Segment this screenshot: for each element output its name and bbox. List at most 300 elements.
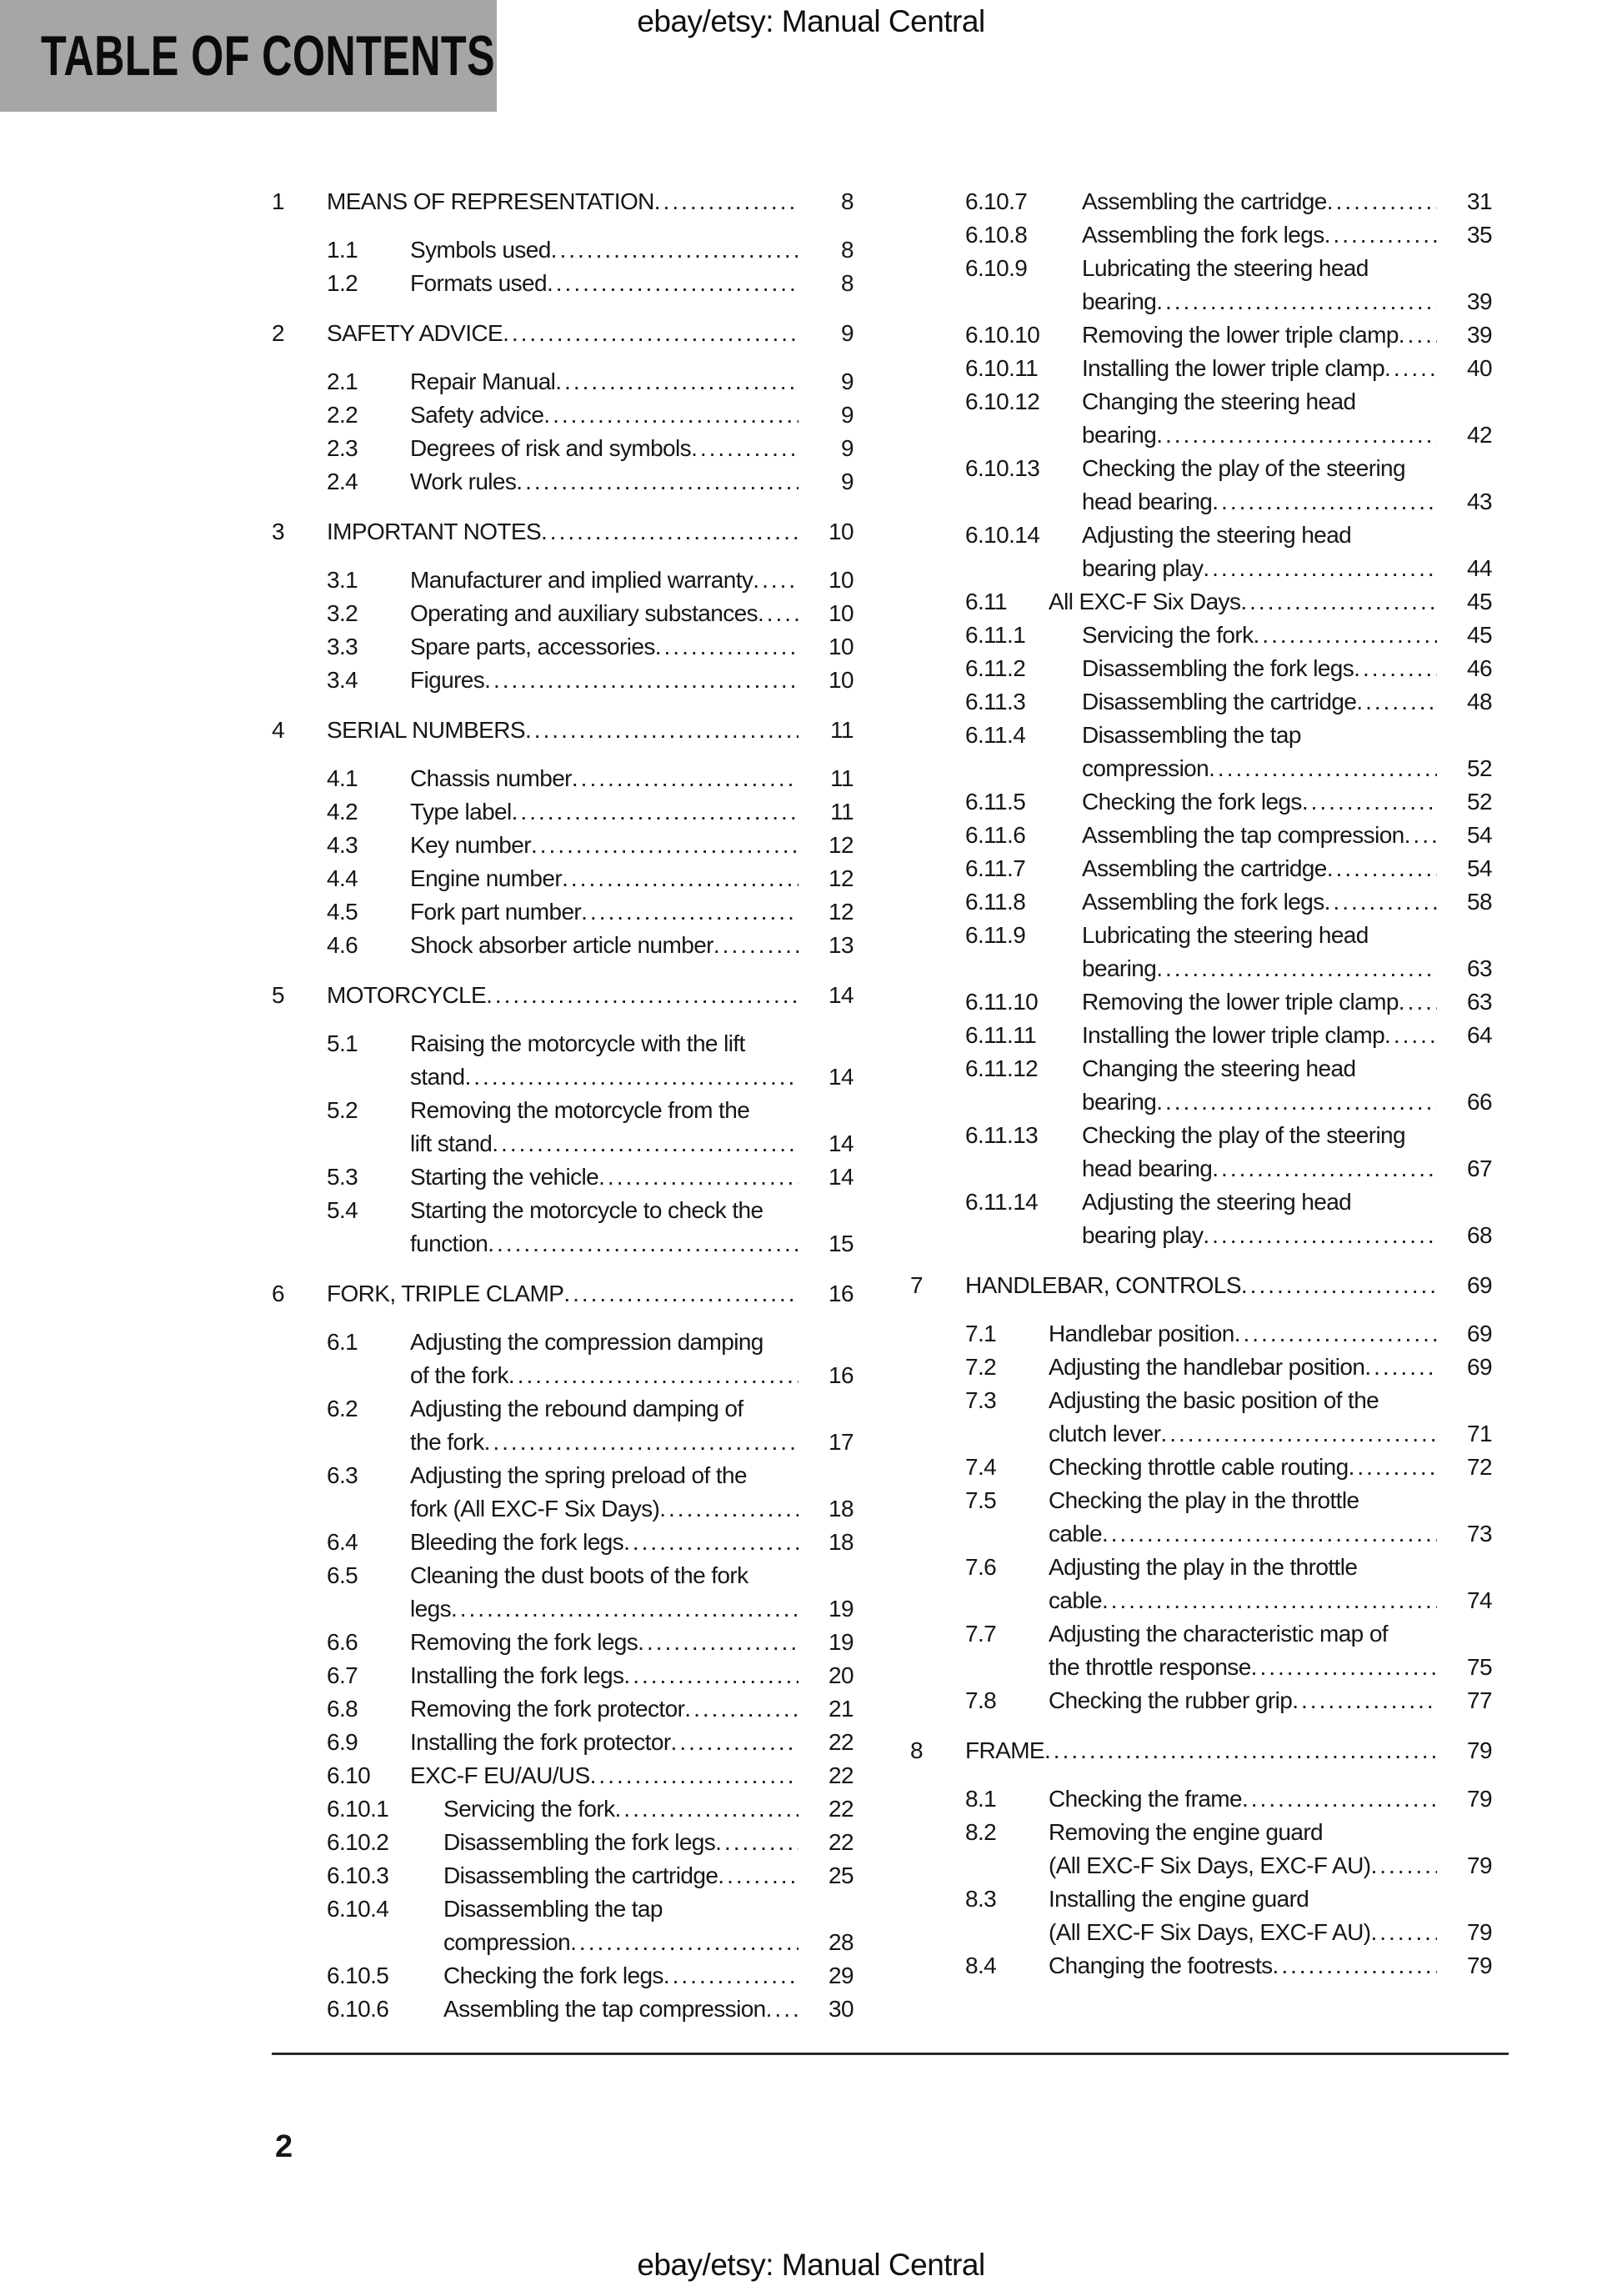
toc-entry xyxy=(272,233,854,267)
toc-entry-title-line: Formats used ..... xyxy=(410,267,798,300)
toc-entry-number: 7 xyxy=(910,1272,923,1298)
toc-entry-title xyxy=(1082,1119,1437,1186)
toc-entry-title-line: clutch lever ..... xyxy=(1049,1417,1437,1451)
toc-entry-page: 46 xyxy=(1467,655,1492,681)
toc-entry-page: 8 xyxy=(841,270,854,296)
toc-entry-title-line: Figures ..... xyxy=(410,664,798,697)
toc-entry-page: 10 xyxy=(829,519,854,544)
toc-entry-title xyxy=(410,1194,798,1261)
toc-entry-title-line: Safety advice ..... xyxy=(410,399,798,432)
footer-rule xyxy=(272,2053,1509,2055)
toc-entry xyxy=(272,895,854,929)
toc-entry-page: 29 xyxy=(829,1963,854,1988)
toc-entry xyxy=(272,1826,854,1859)
toc-entry-number: 6.6 xyxy=(327,1629,358,1655)
toc-entry xyxy=(272,795,854,829)
toc-entry-title xyxy=(1082,218,1437,252)
toc-entry-title-line: head bearing ..... xyxy=(1082,485,1437,519)
toc-entry-title-line: Adjusting the basic position of the xyxy=(1049,1387,1379,1413)
toc-entry-number: 6.11.10 xyxy=(965,989,1039,1015)
toc-entry-page: 69 xyxy=(1467,1354,1492,1380)
toc-entry-title xyxy=(410,564,798,597)
toc-entry-number: 8 xyxy=(910,1737,923,1763)
toc-entry-title-line: Manufacturer and implied warranty ..... xyxy=(410,564,798,597)
toc-entry xyxy=(272,1277,854,1311)
toc-entry xyxy=(272,1859,854,1892)
toc-entry-page: 9 xyxy=(841,320,854,346)
toc-entry xyxy=(910,1782,1492,1816)
toc-entry-number: 1.1 xyxy=(327,237,358,263)
toc-entry-title-line: Assembling the tap compression ..... xyxy=(1082,819,1437,852)
toc-entry-page: 42 xyxy=(1467,422,1492,448)
toc-entry-title-line: EXC-F EU/AU/US ..... xyxy=(410,1759,798,1792)
toc-entry-page: 14 xyxy=(829,1064,854,1090)
toc-entry-title xyxy=(410,630,798,664)
toc-entry-title-line: Installing the engine guard xyxy=(1049,1886,1309,1912)
toc-entry-title-line: Changing the steering head xyxy=(1082,1055,1356,1081)
toc-entry-title xyxy=(410,399,798,432)
toc-entry-page: 12 xyxy=(829,865,854,891)
toc-entry-title xyxy=(410,1692,798,1726)
toc-entry-page: 79 xyxy=(1467,1953,1492,1978)
toc-entry-title-line: Disassembling the cartridge ..... xyxy=(1082,685,1437,719)
toc-entry xyxy=(910,685,1492,719)
toc-entry-title-line: fork (All EXC-F Six Days) ..... xyxy=(410,1492,798,1526)
toc-entry-page: 45 xyxy=(1467,622,1492,648)
toc-entry-title xyxy=(410,1161,798,1194)
toc-entry-title xyxy=(1049,1551,1437,1617)
toc-entry-title xyxy=(1049,585,1437,619)
toc-entry-title-line: Assembling the cartridge ..... xyxy=(1082,852,1437,885)
toc-entry xyxy=(272,1692,854,1726)
toc-entry-number: 6.10.12 xyxy=(965,389,1040,414)
toc-entry-number: 6.11.9 xyxy=(965,922,1026,948)
toc-entry-title-line: of the fork ..... xyxy=(410,1359,798,1392)
toc-entry xyxy=(272,979,854,1012)
toc-entry-number: 6.10.11 xyxy=(965,355,1039,381)
toc-entry-page: 10 xyxy=(829,567,854,593)
toc-entry-title-line: Handlebar position ..... xyxy=(1049,1317,1437,1351)
toc-entry-number: 1 xyxy=(272,188,284,214)
toc-entry-title xyxy=(410,1626,798,1659)
toc-entry-page: 63 xyxy=(1467,955,1492,981)
toc-entry-title xyxy=(410,233,798,267)
toc-entry-title xyxy=(1049,1484,1437,1551)
toc-entry-title-line: Bleeding the fork legs ..... xyxy=(410,1526,798,1559)
toc-entry-title-line: Installing the lower triple clamp ..... xyxy=(1082,352,1437,385)
toc-entry-number: 2.4 xyxy=(327,469,358,494)
toc-entry-title-line: Operating and auxiliary substances ..... xyxy=(410,597,798,630)
toc-entry-title xyxy=(1082,885,1437,919)
toc-entry-page: 13 xyxy=(829,932,854,958)
toc-entry xyxy=(272,1892,854,1959)
toc-entry-title-line: Removing the engine guard xyxy=(1049,1819,1324,1845)
toc-entry-title xyxy=(410,1027,798,1094)
toc-entry xyxy=(910,1551,1492,1617)
toc-entry-number: 6.11.3 xyxy=(965,689,1026,714)
toc-entry xyxy=(272,1392,854,1459)
toc-entry-title-line: Disassembling the cartridge ..... xyxy=(443,1859,798,1892)
toc-entry-page: 39 xyxy=(1467,288,1492,314)
toc-entry-title xyxy=(410,929,798,962)
toc-entry xyxy=(272,1094,854,1161)
toc-entry-title-line: Checking the play in the throttle xyxy=(1049,1487,1359,1513)
toc-entry xyxy=(272,1027,854,1094)
toc-entry-number: 6.10.13 xyxy=(965,455,1040,481)
toc-entry xyxy=(272,597,854,630)
toc-entry-title-line: HANDLEBAR, CONTROLS ..... xyxy=(965,1269,1437,1302)
toc-entry xyxy=(910,1052,1492,1119)
toc-entry-title xyxy=(1082,719,1437,785)
toc-entry-title xyxy=(443,1959,798,1993)
toc-entry-title-line: Checking the frame ..... xyxy=(1049,1782,1437,1816)
toc-entry xyxy=(910,1351,1492,1384)
toc-entry-page: 9 xyxy=(841,402,854,428)
toc-entry-title xyxy=(1082,385,1437,452)
toc-entry-title-line: Repair Manual ..... xyxy=(410,365,798,399)
toc-entry-page: 9 xyxy=(841,435,854,461)
toc-entry xyxy=(272,515,854,549)
toc-entry-title-line: Assembling the tap compression ..... xyxy=(443,1993,798,2026)
toc-entry-title xyxy=(1049,1317,1437,1351)
toc-entry-title xyxy=(1082,352,1437,385)
toc-entry-page: 10 xyxy=(829,667,854,693)
toc-entry-title xyxy=(965,1734,1437,1767)
toc-entry xyxy=(910,585,1492,619)
toc-entry-title-line: Adjusting the rebound damping of xyxy=(410,1396,743,1421)
toc-entry-page: 11 xyxy=(830,717,854,743)
toc-entry-number: 7.6 xyxy=(965,1554,997,1580)
toc-entry-number: 6.10.7 xyxy=(965,188,1028,214)
toc-entry-number: 4.1 xyxy=(327,765,358,791)
toc-entry xyxy=(272,185,854,218)
toc-column-right xyxy=(910,185,1492,2026)
toc-entry-title xyxy=(1082,652,1437,685)
toc-entry-title-line: bearing ..... xyxy=(1082,285,1437,318)
toc-entry-number: 7.2 xyxy=(965,1354,997,1380)
toc-entry-title xyxy=(410,829,798,862)
toc-entry-title-line: (All EXC-F Six Days, EXC-F AU) ..... xyxy=(1049,1916,1437,1949)
toc-entry-title-line: Checking the rubber grip ..... xyxy=(1049,1684,1437,1717)
toc-entry-page: 28 xyxy=(829,1929,854,1955)
toc-entry xyxy=(910,852,1492,885)
toc-entry-number: 6.8 xyxy=(327,1696,358,1722)
toc-entry-title-line: Checking the fork legs ..... xyxy=(443,1959,798,1993)
toc-entry-title-line: Adjusting the play in the throttle xyxy=(1049,1554,1358,1580)
toc-entry-title xyxy=(1082,919,1437,985)
toc-entry-number: 5.1 xyxy=(327,1030,358,1056)
toc-entry xyxy=(910,1384,1492,1451)
toc-entry-title-line: Checking the play of the steering xyxy=(1082,1122,1406,1148)
toc-entry-page: 79 xyxy=(1467,1786,1492,1812)
toc-entry-page: 14 xyxy=(829,1164,854,1190)
toc-entry-title-line: Key number ..... xyxy=(410,829,798,862)
toc-entry xyxy=(272,1626,854,1659)
toc-entry-title-line: Engine number ..... xyxy=(410,862,798,895)
toc-entry xyxy=(272,317,854,350)
toc-entry-title-line: Removing the lower triple clamp ..... xyxy=(1082,985,1437,1019)
toc-entry-title xyxy=(410,862,798,895)
toc-entry xyxy=(272,432,854,465)
toc-entry-number: 6.10.10 xyxy=(965,322,1040,348)
toc-entry-page: 19 xyxy=(829,1596,854,1622)
toc-entry-title xyxy=(1082,985,1437,1019)
toc-entry-number: 6.10.2 xyxy=(327,1829,389,1855)
header-watermark: ebay/etsy: Manual Central xyxy=(637,4,985,38)
toc-entry-page: 79 xyxy=(1467,1919,1492,1945)
toc-entry-title-line: Assembling the fork legs ..... xyxy=(1082,218,1437,252)
toc-entry-title-line: Disassembling the fork legs ..... xyxy=(443,1826,798,1859)
toc-entry xyxy=(272,862,854,895)
page-title: TABLE OF CONTENTS xyxy=(41,24,495,88)
toc-entry-number: 3 xyxy=(272,519,284,544)
toc-entry-title-line: MEANS OF REPRESENTATION ..... xyxy=(327,185,798,218)
toc-entry-page: 45 xyxy=(1467,589,1492,614)
toc-entry-number: 6.11.11 xyxy=(965,1022,1037,1048)
toc-entry-title-line: Adjusting the spring preload of the xyxy=(410,1462,747,1488)
toc-entry-title xyxy=(1082,185,1437,218)
toc-entry-page: 74 xyxy=(1467,1587,1492,1613)
toc-entry-title xyxy=(410,1392,798,1459)
toc-entry-title-line: All EXC-F Six Days ..... xyxy=(1049,585,1437,619)
toc-entry-title-line: Shock absorber article number ..... xyxy=(410,929,798,962)
toc-entry-title-line: Disassembling the fork legs ..... xyxy=(1082,652,1437,685)
toc-entry xyxy=(272,1792,854,1826)
toc-entry-title xyxy=(410,267,798,300)
toc-entry-title-line: Lubricating the steering head xyxy=(1082,255,1369,281)
toc-entry-title-line: Assembling the fork legs ..... xyxy=(1082,885,1437,919)
toc-entry-page: 14 xyxy=(829,982,854,1008)
toc-entry-number: 3.2 xyxy=(327,600,358,626)
toc-entry-title xyxy=(327,979,798,1012)
toc-entry-number: 8.3 xyxy=(965,1886,997,1912)
toc-entry-title-line: cable ..... xyxy=(1049,1584,1437,1617)
toc-entry xyxy=(272,564,854,597)
toc-entry-page: 16 xyxy=(829,1362,854,1388)
toc-entry-title-line: Removing the motorcycle from the xyxy=(410,1097,750,1123)
toc-entry-title-line: Adjusting the handlebar position ..... xyxy=(1049,1351,1437,1384)
toc-entry-title-line: compression ..... xyxy=(1082,752,1437,785)
toc-entry-number: 4.2 xyxy=(327,799,358,825)
toc-entry-title-line: Chassis number ..... xyxy=(410,762,798,795)
toc-entry-title-line: Adjusting the compression damping xyxy=(410,1329,763,1355)
toc-entry-number: 7.7 xyxy=(965,1621,997,1647)
toc-entry-title xyxy=(410,597,798,630)
toc-entry-title xyxy=(327,185,798,218)
toc-entry-page: 9 xyxy=(841,368,854,394)
footer-page-number: 2 xyxy=(275,2129,293,2164)
toc-entry-number: 3.3 xyxy=(327,634,358,659)
toc-entry-number: 6.11.14 xyxy=(965,1189,1039,1215)
toc-entry xyxy=(910,452,1492,519)
toc-entry-title-line: Servicing the fork ..... xyxy=(1082,619,1437,652)
toc-entry-title xyxy=(410,365,798,399)
toc-entry-page: 35 xyxy=(1467,222,1492,248)
toc-entry-page: 71 xyxy=(1467,1421,1492,1446)
toc-entry-page: 9 xyxy=(841,469,854,494)
toc-entry-title-line: Servicing the fork ..... xyxy=(443,1792,798,1826)
toc-entry-number: 6.11.1 xyxy=(965,622,1026,648)
toc-entry-page: 25 xyxy=(829,1862,854,1888)
toc-entry-page: 8 xyxy=(841,188,854,214)
toc-entry-title xyxy=(410,795,798,829)
toc-entry-number: 4.5 xyxy=(327,899,358,925)
toc-entry-page: 22 xyxy=(829,1829,854,1855)
toc-entry-title xyxy=(1049,1451,1437,1484)
toc-entry-number: 8.4 xyxy=(965,1953,997,1978)
toc-entry-page: 11 xyxy=(830,799,854,825)
toc-entry-title-line: Installing the fork legs ..... xyxy=(410,1659,798,1692)
toc-entry-number: 2.2 xyxy=(327,402,358,428)
toc-entry-title-line: FORK, TRIPLE CLAMP ..... xyxy=(327,1277,798,1311)
toc-entry-title-line: head bearing ..... xyxy=(1082,1152,1437,1186)
toc-entry-page: 54 xyxy=(1467,855,1492,881)
toc-entry-number: 6.11.8 xyxy=(965,889,1026,915)
toc-entry-title-line: bearing ..... xyxy=(1082,952,1437,985)
toc-entry-number: 6.10.14 xyxy=(965,522,1040,548)
toc-entry xyxy=(910,619,1492,652)
toc-entry xyxy=(910,985,1492,1019)
toc-entry-title xyxy=(1082,452,1437,519)
toc-entry-title xyxy=(327,1277,798,1311)
toc-entry-page: 18 xyxy=(829,1496,854,1521)
toc-entry-title xyxy=(1082,519,1437,585)
toc-entry-page: 73 xyxy=(1467,1521,1492,1547)
toc-entry-title-line: MOTORCYCLE ..... xyxy=(327,979,798,1012)
toc-entry-title-line: Disassembling the tap xyxy=(1082,722,1301,748)
toc-entry-page: 15 xyxy=(829,1231,854,1256)
toc-entry-number: 7.8 xyxy=(965,1687,997,1713)
toc-entry-title xyxy=(410,465,798,499)
toc-entry xyxy=(272,1194,854,1261)
toc-entry-title-line: lift stand ..... xyxy=(410,1127,798,1161)
toc-entry-title-line: Changing the steering head xyxy=(1082,389,1356,414)
toc-entry-number: 7.4 xyxy=(965,1454,997,1480)
toc-entry-number: 6.7 xyxy=(327,1662,358,1688)
toc-entry xyxy=(272,465,854,499)
toc-entry-number: 6.10 xyxy=(327,1762,371,1788)
toc-entry-title-line: Spare parts, accessories ..... xyxy=(410,630,798,664)
toc-entry xyxy=(272,1559,854,1626)
toc-entry-page: 39 xyxy=(1467,322,1492,348)
toc-entry xyxy=(910,785,1492,819)
toc-entry-page: 12 xyxy=(829,899,854,925)
toc-entry xyxy=(910,1684,1492,1717)
toc-entry xyxy=(910,719,1492,785)
toc-entry-title-line: Installing the fork protector ..... xyxy=(410,1726,798,1759)
toc-entry-title-line: Adjusting the characteristic map of xyxy=(1049,1621,1388,1647)
toc-entry-page: 58 xyxy=(1467,889,1492,915)
toc-entry-page: 54 xyxy=(1467,822,1492,848)
toc-entry-title xyxy=(1082,685,1437,719)
toc-entry-title-line: Starting the vehicle ..... xyxy=(410,1161,798,1194)
toc-entry-title xyxy=(410,1326,798,1392)
toc-entry-title-line: Symbols used ..... xyxy=(410,233,798,267)
toc-entry-number: 2.3 xyxy=(327,435,358,461)
toc-entry xyxy=(272,1959,854,1993)
toc-entry-title-line: Checking the fork legs ..... xyxy=(1082,785,1437,819)
toc-entry-title-line: bearing play ..... xyxy=(1082,1219,1437,1252)
toc-entry xyxy=(272,664,854,697)
toc-entry-page: 72 xyxy=(1467,1454,1492,1480)
toc-column-left xyxy=(272,185,854,2026)
toc-entry-title xyxy=(1082,318,1437,352)
toc-entry-title xyxy=(1049,1949,1437,1983)
toc-entry-page: 48 xyxy=(1467,689,1492,714)
toc-entry-title xyxy=(410,1659,798,1692)
toc-entry-page: 66 xyxy=(1467,1089,1492,1115)
toc-entry-title-line: Lubricating the steering head xyxy=(1082,922,1369,948)
toc-entry xyxy=(910,652,1492,685)
toc-entry-number: 6.5 xyxy=(327,1562,358,1588)
toc-entry-title-line: function ..... xyxy=(410,1227,798,1261)
toc-entry-title-line: Assembling the cartridge ..... xyxy=(1082,185,1437,218)
toc-entry-title-line: SAFETY ADVICE ..... xyxy=(327,317,798,350)
toc-entry-page: 64 xyxy=(1467,1022,1492,1048)
table-of-contents xyxy=(272,185,1492,2026)
toc-entry-title xyxy=(1049,1782,1437,1816)
toc-entry-number: 6.11.5 xyxy=(965,789,1026,815)
toc-entry xyxy=(910,318,1492,352)
toc-entry-title xyxy=(410,762,798,795)
toc-entry-number: 6.10.3 xyxy=(327,1862,389,1888)
toc-entry xyxy=(910,1186,1492,1252)
toc-entry-title xyxy=(1049,1384,1437,1451)
toc-entry-number: 2.1 xyxy=(327,368,358,394)
toc-entry-title xyxy=(327,317,798,350)
toc-entry xyxy=(910,352,1492,385)
toc-entry-number: 5.3 xyxy=(327,1164,358,1190)
toc-entry-number: 7.3 xyxy=(965,1387,997,1413)
toc-entry-page: 22 xyxy=(829,1796,854,1822)
toc-entry xyxy=(272,1459,854,1526)
toc-entry xyxy=(910,885,1492,919)
toc-entry-title xyxy=(1049,1684,1437,1717)
toc-entry-title-line: (All EXC-F Six Days, EXC-F AU) ..... xyxy=(1049,1849,1437,1882)
toc-entry-title xyxy=(1082,852,1437,885)
toc-entry-page: 67 xyxy=(1467,1156,1492,1181)
toc-entry-number: 6.2 xyxy=(327,1396,358,1421)
title-box xyxy=(0,0,497,112)
toc-entry-number: 6.11.4 xyxy=(965,722,1026,748)
toc-entry xyxy=(272,1759,854,1792)
toc-entry-title xyxy=(1082,1052,1437,1119)
toc-entry-number: 8.2 xyxy=(965,1819,997,1845)
toc-entry xyxy=(910,1882,1492,1949)
toc-entry-page: 44 xyxy=(1467,555,1492,581)
toc-entry-page: 21 xyxy=(829,1696,854,1722)
toc-entry-number: 6.11.7 xyxy=(965,855,1026,881)
toc-entry-page: 79 xyxy=(1467,1737,1492,1763)
toc-entry-title xyxy=(410,1526,798,1559)
toc-entry-page: 10 xyxy=(829,634,854,659)
toc-entry-number: 5.4 xyxy=(327,1197,358,1223)
toc-entry-page: 22 xyxy=(829,1762,854,1788)
toc-entry-number: 7.5 xyxy=(965,1487,997,1513)
toc-entry-title xyxy=(1049,1882,1437,1949)
toc-entry xyxy=(910,819,1492,852)
toc-entry-title xyxy=(410,1459,798,1526)
toc-entry xyxy=(272,829,854,862)
toc-entry-page: 69 xyxy=(1467,1272,1492,1298)
toc-entry xyxy=(910,1119,1492,1186)
toc-entry-title-line: bearing ..... xyxy=(1082,419,1437,452)
toc-entry xyxy=(272,1659,854,1692)
toc-entry-title-line: cable ..... xyxy=(1049,1517,1437,1551)
toc-entry xyxy=(272,365,854,399)
toc-entry xyxy=(272,1726,854,1759)
toc-entry-page: 40 xyxy=(1467,355,1492,381)
